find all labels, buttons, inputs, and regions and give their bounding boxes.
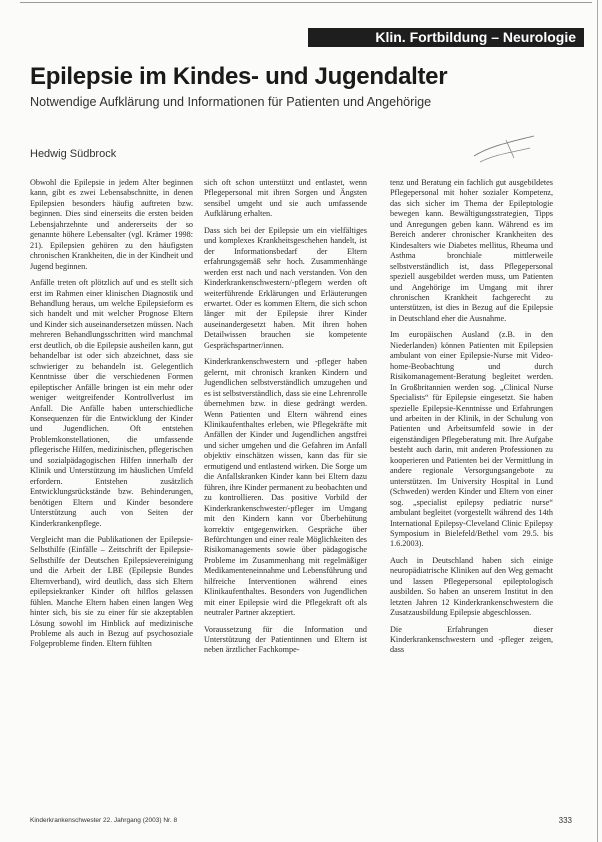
text-column-3 xyxy=(390,178,553,803)
text-column-1 xyxy=(30,178,193,803)
article-author: Hedwig Südbrock xyxy=(30,148,117,160)
paragraph: Im europäischen Ausland (z.B. in den Niederlanden) können Patienten mit Epilepsien ambulant von einer Epilepsie-Nurse mit Video-home-Beobachtung und durch Risikomanagement-Beratung begleitet werden. In Großbritannien werden sog. „Clinical Nurse Specialists“ für Epilepsie eingesetzt. Sie haben spezielle Epilepsie-Kenntnisse und Erfahrungen und arbeiten in der Klinik, in der Schulung von Patienten und Arbeitsumfeld sowie in der eigenständigen Pflegeberatung mit. Ihre Aufgabe besteht auch darin, mit anderen Professionen zu kooperieren und Patienten bei der Vermittlung in andere regionale Versorgungsangebote zu unterstützen. Im University Hospital in Lund (Schweden) werden Kinder und Eltern von einer sog. „specialist epilepsy pediatric nurse“ ambulant begleitet (vorgestellt während des 14th International Epilepsy-Cleveland Clinic Epilepsy Symposium in Bielefeld/Bethel vom 29.5. bis 1.6.2003). xyxy=(390,330,553,549)
article-title: Epilepsie im Kindes- und Jugendalter xyxy=(30,63,448,90)
paragraph: Die Erfahrungen dieser Kinderkrankenschwestern und -pfleger zeigen, dass xyxy=(390,624,553,655)
scan-edge-top xyxy=(20,2,592,3)
article-subtitle: Notwendige Aufklärung und Informationen für Patienten und Angehörige xyxy=(30,95,432,109)
paragraph: sich oft schon unterstützt und entlastet, wenn Pflegepersonal mit ihren Sorgen und Ängsten sensibel umgeht und sie auch umfassende Aufklärung erhalten. xyxy=(204,178,367,219)
paragraph: Kinderkrankenschwestern und -pfleger haben gelernt, mit chronisch kranken Kindern und Jugendlichen selbstverständlich umzugehen und es ist selbstverständlich, dass sie eine Lehrenrolle übernehmen bzw. in diese gedrängt werden. Wenn Patienten und Eltern während eines Klinikaufenthaltes erleben, wie Pflegekräfte mit Anfällen der Kinder und Jugendlichen angstfrei und sicher umgehen und die Gefahren im Anfall objektiv einschätzen wissen, kann das für sie ermutigend und entlastend wirken. Die Sorge um die Anfallskranken Kinder kann bei Eltern dazu führen, ihre Kinder permanent zu beobachten und zu kontrollieren. Das positive Vorbild der Kinderkrankenschwester/-pfleger im Umgang mit den Kindern kann vor Überbehütung korrektiv entgegenwirken. Gespräche über Befürchtungen und einer reale Möglichkeiten des Risikomanagements sowie über pädagogische Probleme im Zusammenhang mit regelmäßiger Medikamenteneinnahme und Lebensführung und hilfreiche Interventionen während eines Klinikaufenthaltes. Besonders von Jugendlichen mit einer Epilepsie wird die Pflegekraft oft als neutraler Partner akzeptiert. xyxy=(204,357,367,618)
scan-edge-right xyxy=(597,0,598,842)
page-number: 333 xyxy=(558,816,572,825)
text-column-2 xyxy=(204,178,367,803)
handwritten-mark-icon xyxy=(470,128,540,168)
paragraph: tenz und Beratung ein fachlich gut ausgebildetes Pflegepersonal mit hoher sozialer Kompetenz, das sich sicher im Thema der Epileptologie bewegen kann. Bewältigungsstrategien, Tipps und Anregungen geben kann. Während es im Bereich anderer chronischer Krankheiten des Kindesalters wie Diabetes mellitus, Rheuma und Asthma bronchiale mittlerweile selbstverständlich ist, dass Pflegepersonal speziell ausgebildet werden muss, um Patienten und Angehörige im Umgang mit ihrer chronischen Krankheit fachgerecht zu unterstützen, ist dies in Bezug auf die Epilepsie in Deutschland eher die Ausnahme. xyxy=(390,178,553,323)
paragraph: Dass sich bei der Epilepsie um ein vielfältiges und komplexes Krankheitsgeschehen handelt, ist der Informationsbedarf der Eltern erfahrungsgemäß sehr hoch. Zusammenhänge werden erst nach und nach verstanden. Von den Kinderkrankenschwestern/-pflegern werden oft weiterführende Erklärungen und Erläuterungen erwartet. Oder es kommen Eltern, die sich schon länger mit der Epilepsie ihrer Kinder auseinandergesetzt haben. Mit ihren hohen Detailwissen brauchen sie kompetente Gesprächspartner/innen. xyxy=(204,225,367,350)
paragraph: Vergleicht man die Publikationen der Epilepsie-Selbsthilfe (Einfälle – Zeitschrift der Epilepsie-Selbsthilfe der Deutschen Epilepsievereinigung und die Arbeit der LBE (Epilepsie Bundes Elternverband), wird deutlich, dass sich Eltern epilepsiekranker Kinder oft hilflos gelassen fühlen. Manche Eltern haben einen langen Weg hinter sich, bis sie zu einer für sie akzeptablen Lösung sowohl im Hinblick auf medizinische Probleme als auch in Bezug auf psychosoziale Folgeprobleme finden. Eltern fühlten xyxy=(30,534,193,649)
paragraph: Auch in Deutschland haben sich einige neuropädiatrische Kliniken auf den Weg gemacht und lassen Pflegepersonal epileptologisch ausbilden. So haben an unserem Institut in den letzten Jahren 12 Kinderkrankenschwestern die Zusatzausbildung Epilepsie abgeschlossen. xyxy=(390,555,553,618)
section-banner: Klin. Fortbildung – Neurologie xyxy=(308,28,584,47)
paragraph: Voraussetzung für die Information und Unterstützung der Patientinnen und Eltern ist neben ärztlicher Fachkompe- xyxy=(204,624,367,655)
journal-footer: Kinderkrankenschwester 22. Jahrgang (2003) Nr. 8 xyxy=(30,817,178,824)
paragraph: Obwohl die Epilepsie in jedem Alter beginnen kann, gibt es zwei Lebensabschnitte, in denen Epilepsien besonders häufig auftreten bzw. beginnen. Dies sind einerseits die ersten beiden Lebensjahrzehnte und andererseits der so genannte höhere Lebensalter (vgl. Krämer 1998: 21). Epilepsien gehören zu den häufigsten chronischen Krankheiten, die in der Kindheit und Jugend beginnen. xyxy=(30,178,193,271)
paragraph: Anfälle treten oft plötzlich auf und es stellt sich erst im Rahmen einer klinischen Diagnostik und Behandlung heraus, um welche Epilepsieform es sich handelt und mit welcher Prognose Eltern und Kinder sich auseinandersetzen müssen. Nach mehreren Behandlungsschritten wird manchmal erst deutlich, ob die Epilepsie ausheilen kann, gut behandelbar ist oder sich abzeichnet, dass sie schwieriger zu behandeln ist. Gelegentlich Kenntnisse über die verschiedenen Formen epileptischer Anfälle bringen ist ein mehr oder weniger weitgreifender Kontrollverlust im Anfall. Die Anfälle haben unterschiedliche Konsequenzen für die Entwicklung der Kinder und Jugendlichen. Oft entstehen Problemkonstellationen, die umfassende pflegerische Hilfen, medizinischen, pflegerischen und sozialpädagogischen Hilfen innerhalb der Klinik und Unterstützung im häuslichen Umfeld erfordern. Entstehen zusätzlich Entwicklungsrückstände bzw. Behinderungen, benötigen Eltern und Kinder besondere Unterstützung auch von Seiten der Kinderkrankenpflege. xyxy=(30,278,193,528)
